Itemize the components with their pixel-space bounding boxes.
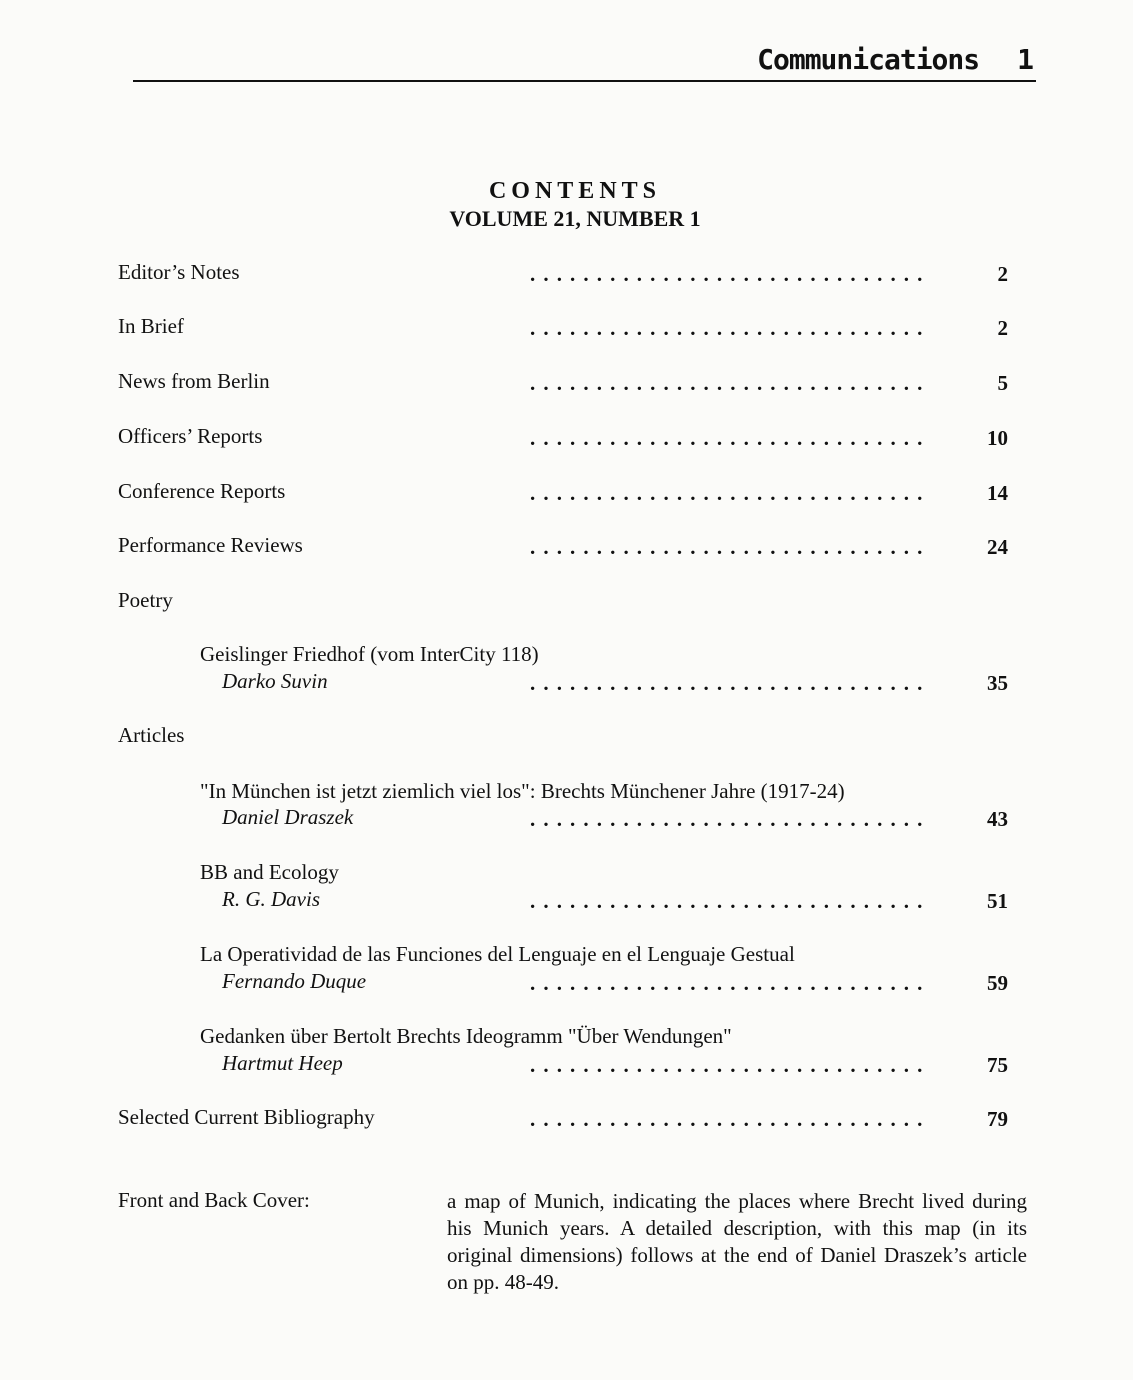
- toc-leader-dots: ..............................: [530, 671, 931, 695]
- toc-leader-dots: ..............................: [530, 1053, 931, 1077]
- toc-leader-dots: ..............................: [530, 971, 931, 995]
- toc-page-number: 59: [987, 971, 1008, 995]
- toc-leader-dots: ..............................: [530, 262, 931, 286]
- toc-label: In Brief: [118, 314, 184, 338]
- toc-leader-dots: ..............................: [530, 371, 931, 395]
- volume-title: VOLUME 21, NUMBER 1: [449, 206, 701, 231]
- toc-page-number: 51: [987, 889, 1008, 913]
- toc-leader-dots: ..............................: [530, 426, 931, 450]
- toc-page-number: 75: [987, 1053, 1008, 1077]
- toc-item-title: Geislinger Friedhof (vom InterCity 118): [200, 642, 539, 666]
- toc-section-label: Articles: [118, 723, 185, 747]
- header-rule: [133, 80, 1036, 82]
- toc-page-number: 35: [987, 671, 1008, 695]
- toc-item-author: Darko Suvin: [222, 669, 328, 693]
- toc-page-number: 2: [997, 316, 1008, 340]
- toc-item-title: "In München ist jetzt ziemlich viel los": Brechts Münchener Jahre (1917-24): [200, 779, 845, 803]
- toc-leader-dots: ..............................: [530, 316, 931, 340]
- toc-page-number: 43: [987, 807, 1008, 831]
- toc-item-author: Hartmut Heep: [222, 1051, 343, 1075]
- toc-label: Selected Current Bibliography: [118, 1105, 375, 1129]
- toc-item-author: R. G. Davis: [222, 887, 320, 911]
- toc-label: News from Berlin: [118, 369, 270, 393]
- toc-item-title: BB and Ecology: [200, 860, 339, 884]
- toc-section-label: Poetry: [118, 588, 173, 612]
- toc-leader-dots: ..............................: [530, 481, 931, 505]
- toc-page-number: 24: [987, 535, 1008, 559]
- toc-label: Officers’ Reports: [118, 424, 263, 448]
- toc-page-number: 5: [997, 371, 1008, 395]
- toc-leader-dots: ..............................: [530, 807, 931, 831]
- toc-page-number: 10: [987, 426, 1008, 450]
- cover-label: Front and Back Cover:: [118, 1188, 310, 1212]
- toc-label: Editor’s Notes: [118, 260, 240, 284]
- toc-item-title: Gedanken über Bertolt Brechts Ideogramm "Über Wendungen": [200, 1024, 732, 1048]
- toc-page-number: 79: [987, 1107, 1008, 1131]
- toc-item-author: Daniel Draszek: [222, 805, 354, 829]
- contents-title: CONTENTS: [488, 178, 662, 204]
- toc-item-title: La Operatividad de las Funciones del Lenguaje en el Lenguaje Gestual: [200, 942, 795, 966]
- toc-leader-dots: ..............................: [530, 889, 931, 913]
- toc-label: Conference Reports: [118, 479, 286, 503]
- journal-title: Communications 1: [757, 43, 1033, 76]
- toc-item-author: Fernando Duque: [222, 969, 367, 993]
- header-page-number: 1: [1017, 43, 1033, 76]
- toc-label: Performance Reviews: [118, 533, 303, 557]
- toc-page-number: 2: [997, 262, 1008, 286]
- cover-description: a map of Munich, indicating the places where Brecht lived during his Munich years. A detailed description, with this map (in its original dimensions) follows at the end of Daniel Draszek’s article on pp. 48-49.: [447, 1189, 1027, 1294]
- toc-page-number: 14: [987, 481, 1008, 505]
- toc-leader-dots: ..............................: [530, 1107, 931, 1131]
- toc-leader-dots: ..............................: [530, 535, 931, 559]
